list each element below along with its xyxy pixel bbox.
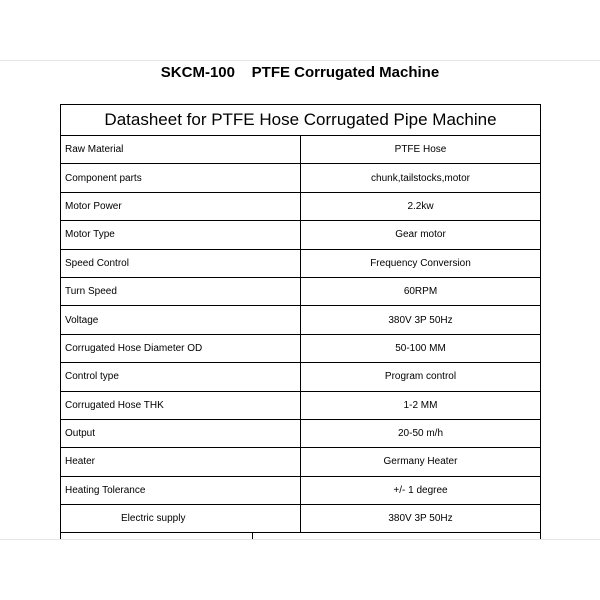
table-row [61, 363, 541, 391]
table-row [61, 164, 541, 192]
row-parameter: Raw Material [61, 136, 301, 164]
table-row [61, 334, 541, 362]
datasheet-table [60, 104, 541, 533]
row-parameter: Component parts [61, 164, 301, 192]
row-value: chunk,tailstocks,motor [301, 164, 541, 192]
document-title: SKCM-100 PTFE Corrugated Machine [160, 64, 440, 81]
table-row [61, 448, 541, 476]
datasheet-caption: Datasheet for PTFE Hose Corrugated Pipe Machine [61, 105, 541, 136]
row-parameter: Corrugated Hose THK [61, 391, 301, 419]
table-row [61, 419, 541, 447]
row-parameter: Corrugated Hose Diameter OD [61, 334, 301, 362]
row-value: 380V 3P 50Hz [301, 505, 541, 533]
row-parameter: Electric supply [61, 505, 301, 533]
row-parameter: Motor Power [61, 192, 301, 220]
row-value: Gear motor [301, 221, 541, 249]
row-value: Program control [301, 363, 541, 391]
row-value: 20-50 m/h [301, 419, 541, 447]
row-parameter: Voltage [61, 306, 301, 334]
page-edge-bottom [0, 539, 600, 540]
table-row [61, 391, 541, 419]
table-row [61, 505, 541, 533]
row-value: 50-100 MM [301, 334, 541, 362]
row-value: +/- 1 degree [301, 476, 541, 504]
row-parameter: Turn Speed [61, 277, 301, 305]
row-value: 380V 3P 50Hz [301, 306, 541, 334]
table-row [61, 249, 541, 277]
table-row [61, 476, 541, 504]
row-parameter: Speed Control [61, 249, 301, 277]
row-value: PTFE Hose [301, 136, 541, 164]
row-value: Frequency Conversion [301, 249, 541, 277]
table-row [61, 306, 541, 334]
row-value: 60RPM [301, 277, 541, 305]
table-row [61, 277, 541, 305]
row-parameter: Control type [61, 363, 301, 391]
row-parameter: Motor Type [61, 221, 301, 249]
row-parameter: Heater [61, 448, 301, 476]
table-row [61, 221, 541, 249]
row-value: 2.2kw [301, 192, 541, 220]
table-caption-row [61, 105, 541, 136]
table-row [61, 192, 541, 220]
table-row [61, 136, 541, 164]
page-edge-top [0, 60, 600, 61]
row-value: Germany Heater [301, 448, 541, 476]
row-value: 1-2 MM [301, 391, 541, 419]
row-parameter: Output [61, 419, 301, 447]
row-parameter: Heating Tolerance [61, 476, 301, 504]
